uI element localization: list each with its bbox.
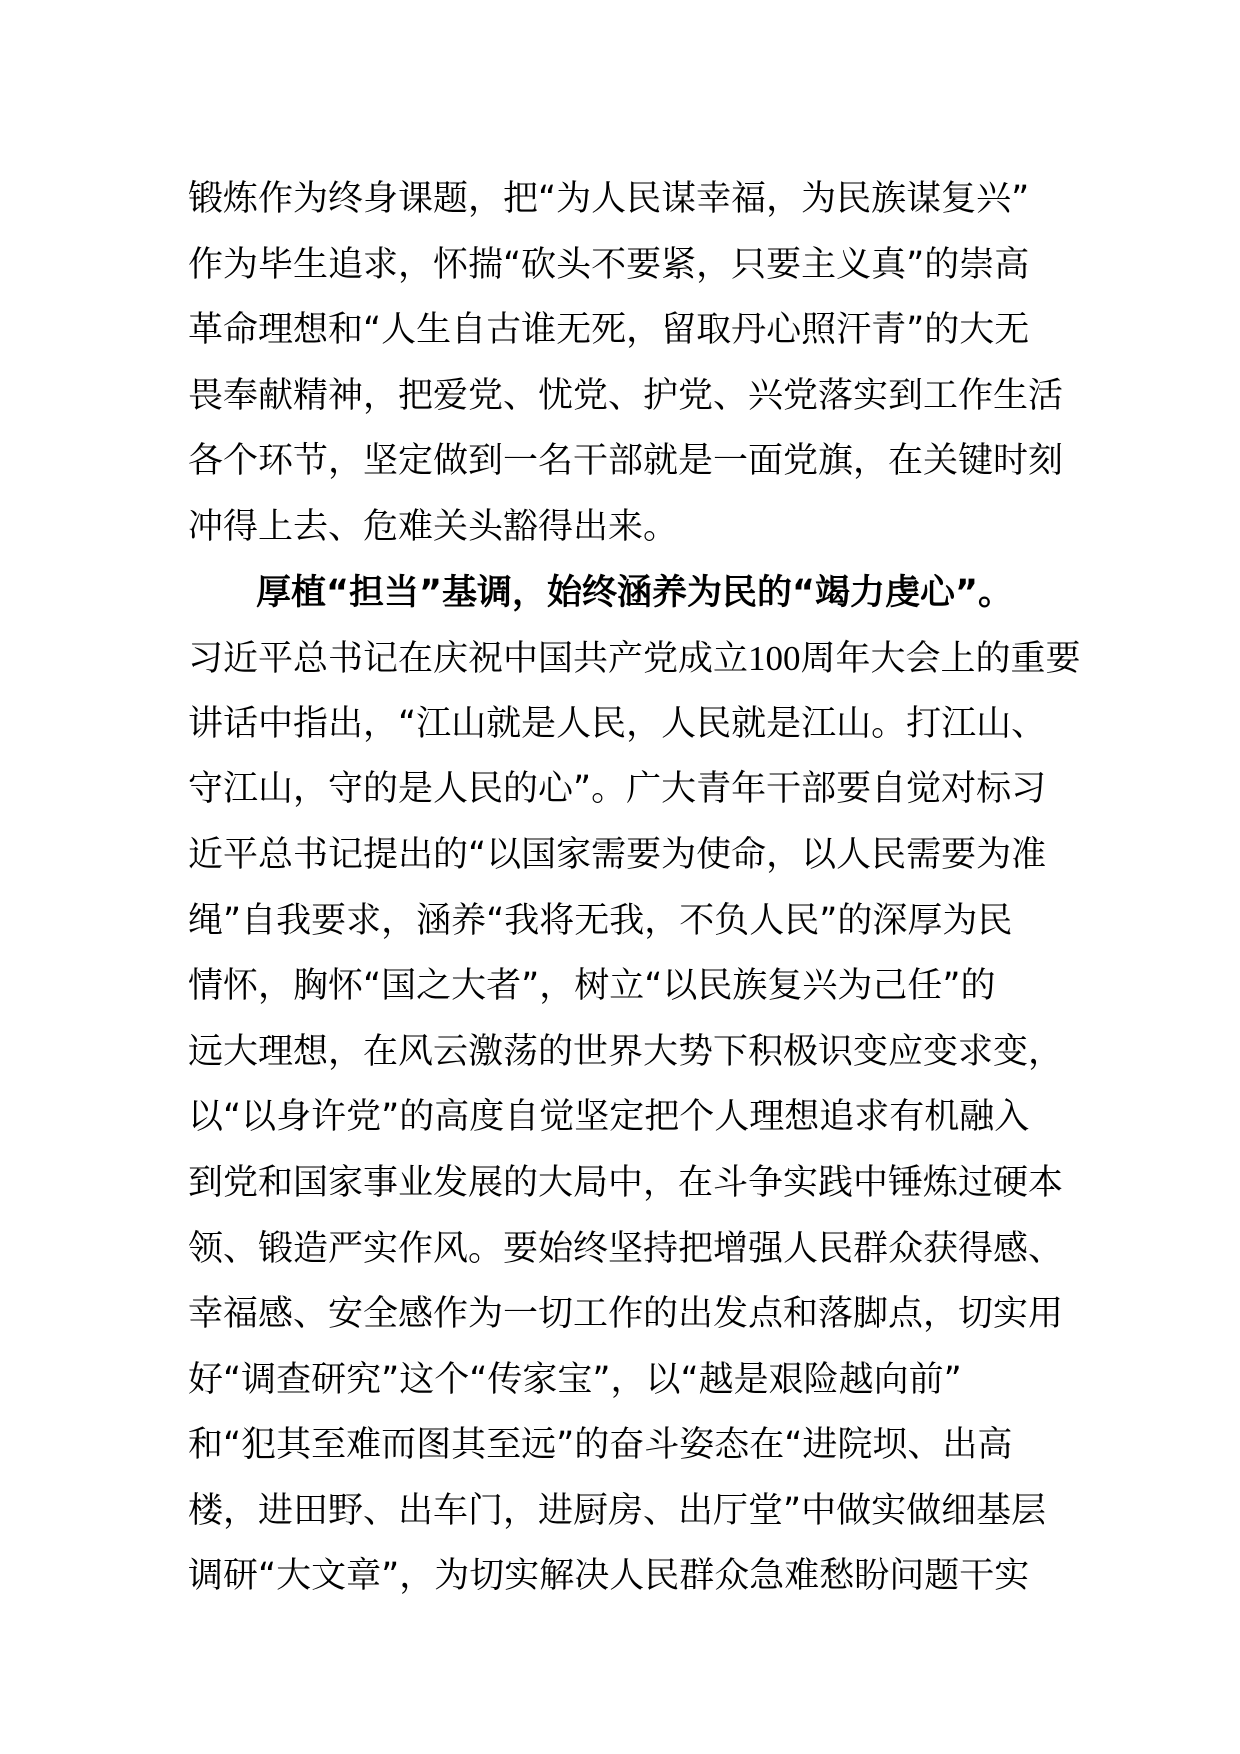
text-line: 情怀，胸怀“国之大者”，树立“以民族复兴为己任”的 (188, 966, 996, 1007)
text-line: 讲话中指出，“江山就是人民，人民就是江山。打江山、 (188, 703, 1047, 744)
text-line: 幸福感、安全感作为一切工作的出发点和落脚点，切实用 (188, 1294, 1064, 1335)
text-line: 好“调查研究”这个“传家宝”，以“越是艰险越向前” (188, 1359, 962, 1400)
text-line: 远大理想，在风云激荡的世界大势下积极识变应变求变， (188, 1031, 1064, 1072)
body-text (188, 167, 1081, 1610)
text-line: 冲得上去、危难关头豁得出来。 (188, 506, 679, 547)
text-line: 以“以身许党”的高度自觉坚定把个人理想追求有机融入 (188, 1097, 1030, 1138)
text-line (188, 626, 1081, 692)
text-line: 守江山，守的是人民的心”。广大青年干部要自觉对标习 (188, 769, 1047, 810)
text-line: 调研“大文章”，为切实解决人民群众急难愁盼问题干实 (188, 1556, 1030, 1597)
text-line: 到党和国家事业发展的大局中，在斗争实践中锤炼过硬本 (188, 1162, 1064, 1203)
text-segment: 周年大会上的重要 (800, 639, 1081, 680)
text-line: 革命理想和“人生自古谁无死，留取丹心照汗青”的大无 (188, 310, 1030, 351)
text-line: 各个环节，坚定做到一名干部就是一面党旗，在关键时刻 (188, 441, 1064, 482)
text-line: 畏奉献精神，把爱党、忧党、护党、兴党落实到工作生活 (188, 375, 1064, 416)
text-line: 锻炼作为终身课题，把“为人民谋幸福，为民族谋复兴” (188, 179, 1030, 219)
text-line: 楼，进田野、出车门，进厨房、出厅堂”中做实做细基层 (188, 1490, 1047, 1531)
text-line: 领、锻造严实作风。要始终坚持把增强人民群众获得感、 (188, 1228, 1064, 1269)
number-segment: 100 (748, 639, 801, 679)
section-heading-line: 厚植“担当”基调，始终涵养为民的“竭力虔心”。 (256, 572, 1014, 613)
text-line: 近平总书记提出的“以国家需要为使命，以人民需要为准 (188, 834, 1047, 875)
text-line: 绳”自我要求，涵养“我将无我，不负人民”的深厚为民 (188, 900, 1013, 941)
text-line: 作为毕生追求，怀揣“砍头不要紧，只要主义真”的崇高 (188, 244, 1030, 285)
text-line: 和“犯其至难而图其至远”的奋斗姿态在“进院坝、出高 (188, 1425, 1013, 1466)
text-segment: 习近平总书记在庆祝中国共产党成立 (188, 639, 749, 680)
